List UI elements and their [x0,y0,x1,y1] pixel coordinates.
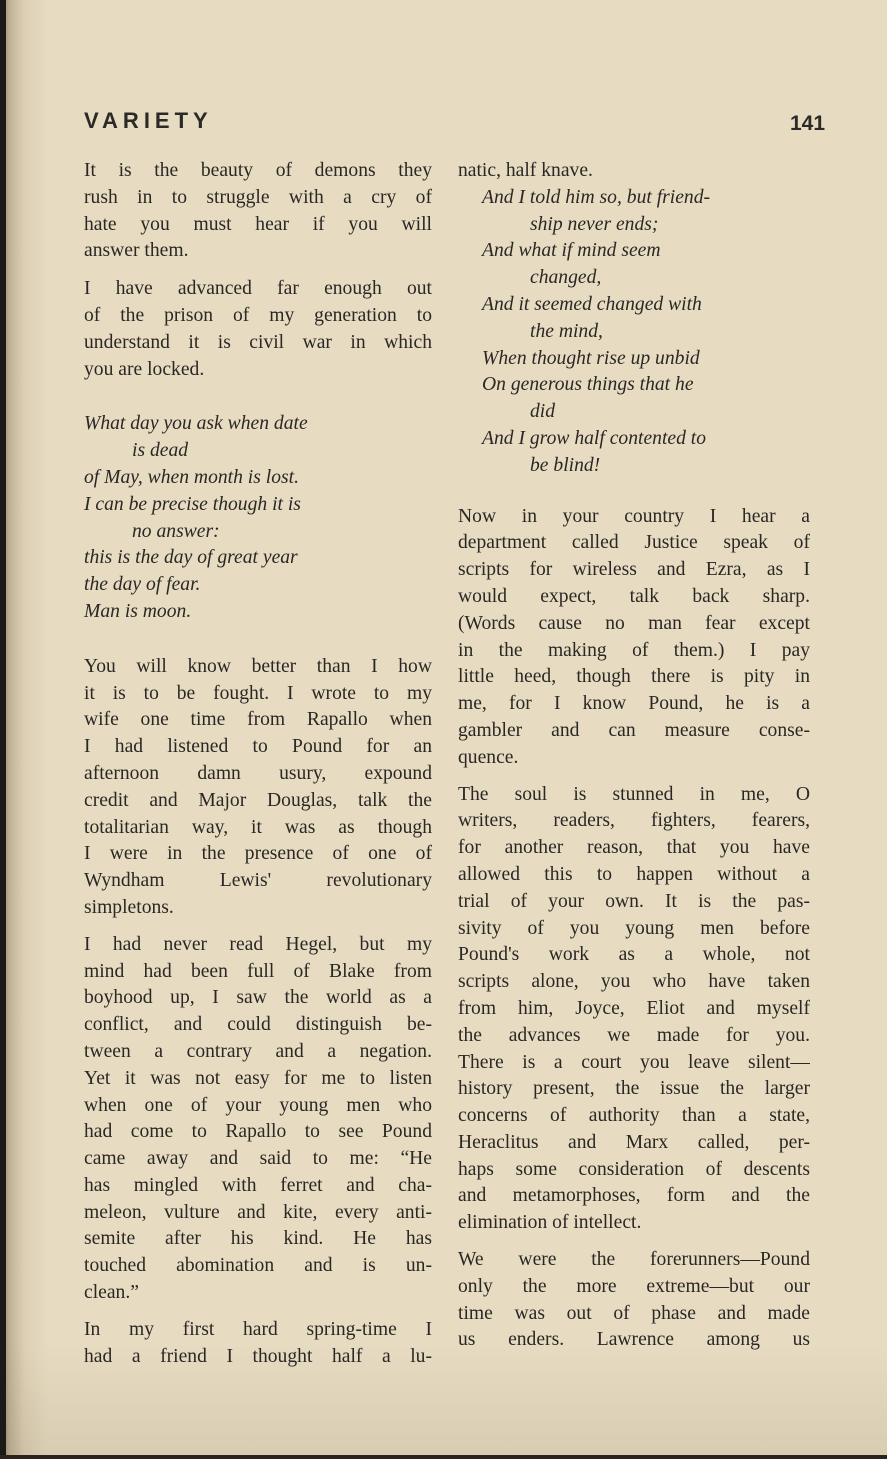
text-line: came away and said to me: “He [84,1148,432,1170]
text-line: wife one time from Rapallo when [84,709,432,731]
text-line: from him, Joyce, Eliot and myself [458,997,810,1019]
text-line: haps some consideration of descents [458,1158,810,1180]
text-line: scripts for wireless and Ezra, as I [458,559,810,581]
text-line: We were the forerunners—Pound [458,1249,810,1271]
text-line: Heraclitus and Marx called, per- [458,1131,810,1153]
verse-line: did [530,401,556,423]
text-line: time was out of phase and made [458,1302,810,1324]
text-line: and metamorphoses, form and the [458,1185,810,1207]
text-line: in the making of them.) I pay [458,639,810,661]
text-line: clean.” [84,1282,139,1304]
text-line: credit and Major Douglas, talk the [84,789,432,811]
paragraph [458,782,810,1238]
right-column [458,158,810,1354]
text-line: me, for I know Pound, he is a [458,693,810,715]
verse-line: changed, [530,267,602,289]
text-line: had come to Rapallo to see Pound [84,1121,432,1143]
verse-line: And I grow half contented to [482,427,707,449]
text-line: answer them. [84,240,189,262]
paragraph [458,1247,810,1354]
page-number: 141 [790,112,826,135]
verse-line: I can be precise though it is [84,493,301,515]
text-line: afternoon damn usury, expound [84,762,432,784]
text-line: I have advanced far enough out [84,278,432,300]
text-line: semite after his kind. He has [84,1228,432,1250]
text-line: You will know better than I how [84,655,432,677]
verse-block [458,185,810,480]
text-line: the advances we made for you. [458,1024,810,1046]
text-line: tween a contrary and a negation. [84,1040,432,1062]
page-bottom-edge [0,1455,887,1459]
verse-line: the day of fear. [84,574,201,596]
text-line: mind had been full of Blake from [84,960,432,982]
verse-line: of May, when month is lost. [84,466,299,488]
text-line: boyhood up, I saw the world as a [84,987,432,1009]
running-title: VARIETY [84,108,213,133]
text-line: simpletons. [84,896,174,918]
left-column [84,158,432,1370]
text-line: of the prison of my generation to [84,304,432,326]
verse-line: When thought rise up unbid [482,347,700,369]
text-line: understand it is civil war in which [84,331,432,353]
verse-line: On generous things that he [482,374,694,396]
paragraph [458,504,810,772]
text-line: gambler and can measure conse- [458,719,810,741]
text-line: sivity of you young men before [458,917,810,939]
text-line: Yet it was not easy for me to listen [84,1067,432,1089]
text-line: meleon, vulture and kite, every anti- [84,1201,432,1223]
text-line: Wyndham Lewis' revolutionary [84,870,432,892]
verse-line: no answer: [132,520,220,542]
verse-line: And I told him so, but friend- [482,186,711,208]
text-line: us enders. Lawrence among us [458,1329,810,1351]
text-line: has mingled with ferret and cha- [84,1174,432,1196]
text-line: I had never read Hegel, but my [84,933,432,955]
text-line: conflict, and could distinguish be- [84,1014,432,1036]
text-line: concerns of authority than a state, [458,1105,810,1127]
text-line: There is a court you leave silent— [458,1051,810,1073]
text-line: It is the beauty of demons they [84,160,432,181]
text-line: only the more extreme—but our [458,1275,810,1297]
text-line: had a friend I thought half a lu- [84,1345,432,1367]
text-line: The soul is stunned in me, O [458,783,810,805]
text-line: would expect, talk back sharp. [458,585,810,607]
verse-line: Man is moon. [84,600,192,622]
paragraph [84,276,432,383]
text-line: department called Justice speak of [458,532,810,554]
text-line: touched abomination and is un- [84,1255,432,1277]
text-line: Now in your country I hear a [458,505,810,527]
paragraph [458,158,810,185]
text-line: I had listened to Pound for an [84,736,432,758]
text-line: history present, the issue the larger [458,1078,810,1100]
verse-line: is dead [132,440,189,462]
text-line: elimination of intellect. [458,1212,642,1234]
text-line: hate you must hear if you will [84,213,432,235]
book-spine-shadow [0,0,6,1459]
text-line: writers, readers, fighters, fearers, [458,810,810,832]
verse-line: the mind, [530,320,603,342]
verse-line: this is the day of great year [84,547,298,569]
verse-line: And it seemed changed with [482,293,702,315]
text-line: I were in the presence of one of [84,843,432,865]
paragraph [84,158,432,265]
paragraph [84,932,432,1307]
text-line: rush in to struggle with a cry of [84,186,432,208]
verse-line: ship never ends; [530,213,659,235]
text-line: Pound's work as a whole, not [458,944,810,966]
verse-line: And what if mind seem [482,240,661,262]
text-line: allowed this to happen without a [458,863,810,885]
text-line: totalitarian way, it was as though [84,816,432,838]
text-line: scripts alone, you who have taken [458,971,810,993]
text-line: In my first hard spring-time I [84,1318,432,1340]
text-line: trial of your own. It is the pas- [458,890,810,912]
text-line: for another reason, that you have [458,837,810,859]
paragraph [84,1317,432,1371]
text-line: it is to be fought. I wrote to my [84,682,432,704]
verse-line: be blind! [530,454,601,476]
verse-block [84,411,432,625]
text-line: natic, half knave. [458,160,593,181]
paragraph [84,654,432,922]
text-line: (Words cause no man fear except [458,612,810,634]
text-line: little heed, though there is pity in [458,666,810,688]
text-line: quence. [458,746,519,768]
text-line: you are locked. [84,358,205,380]
verse-line: What day you ask when date [84,413,308,435]
text-line: when one of your young men who [84,1094,432,1116]
